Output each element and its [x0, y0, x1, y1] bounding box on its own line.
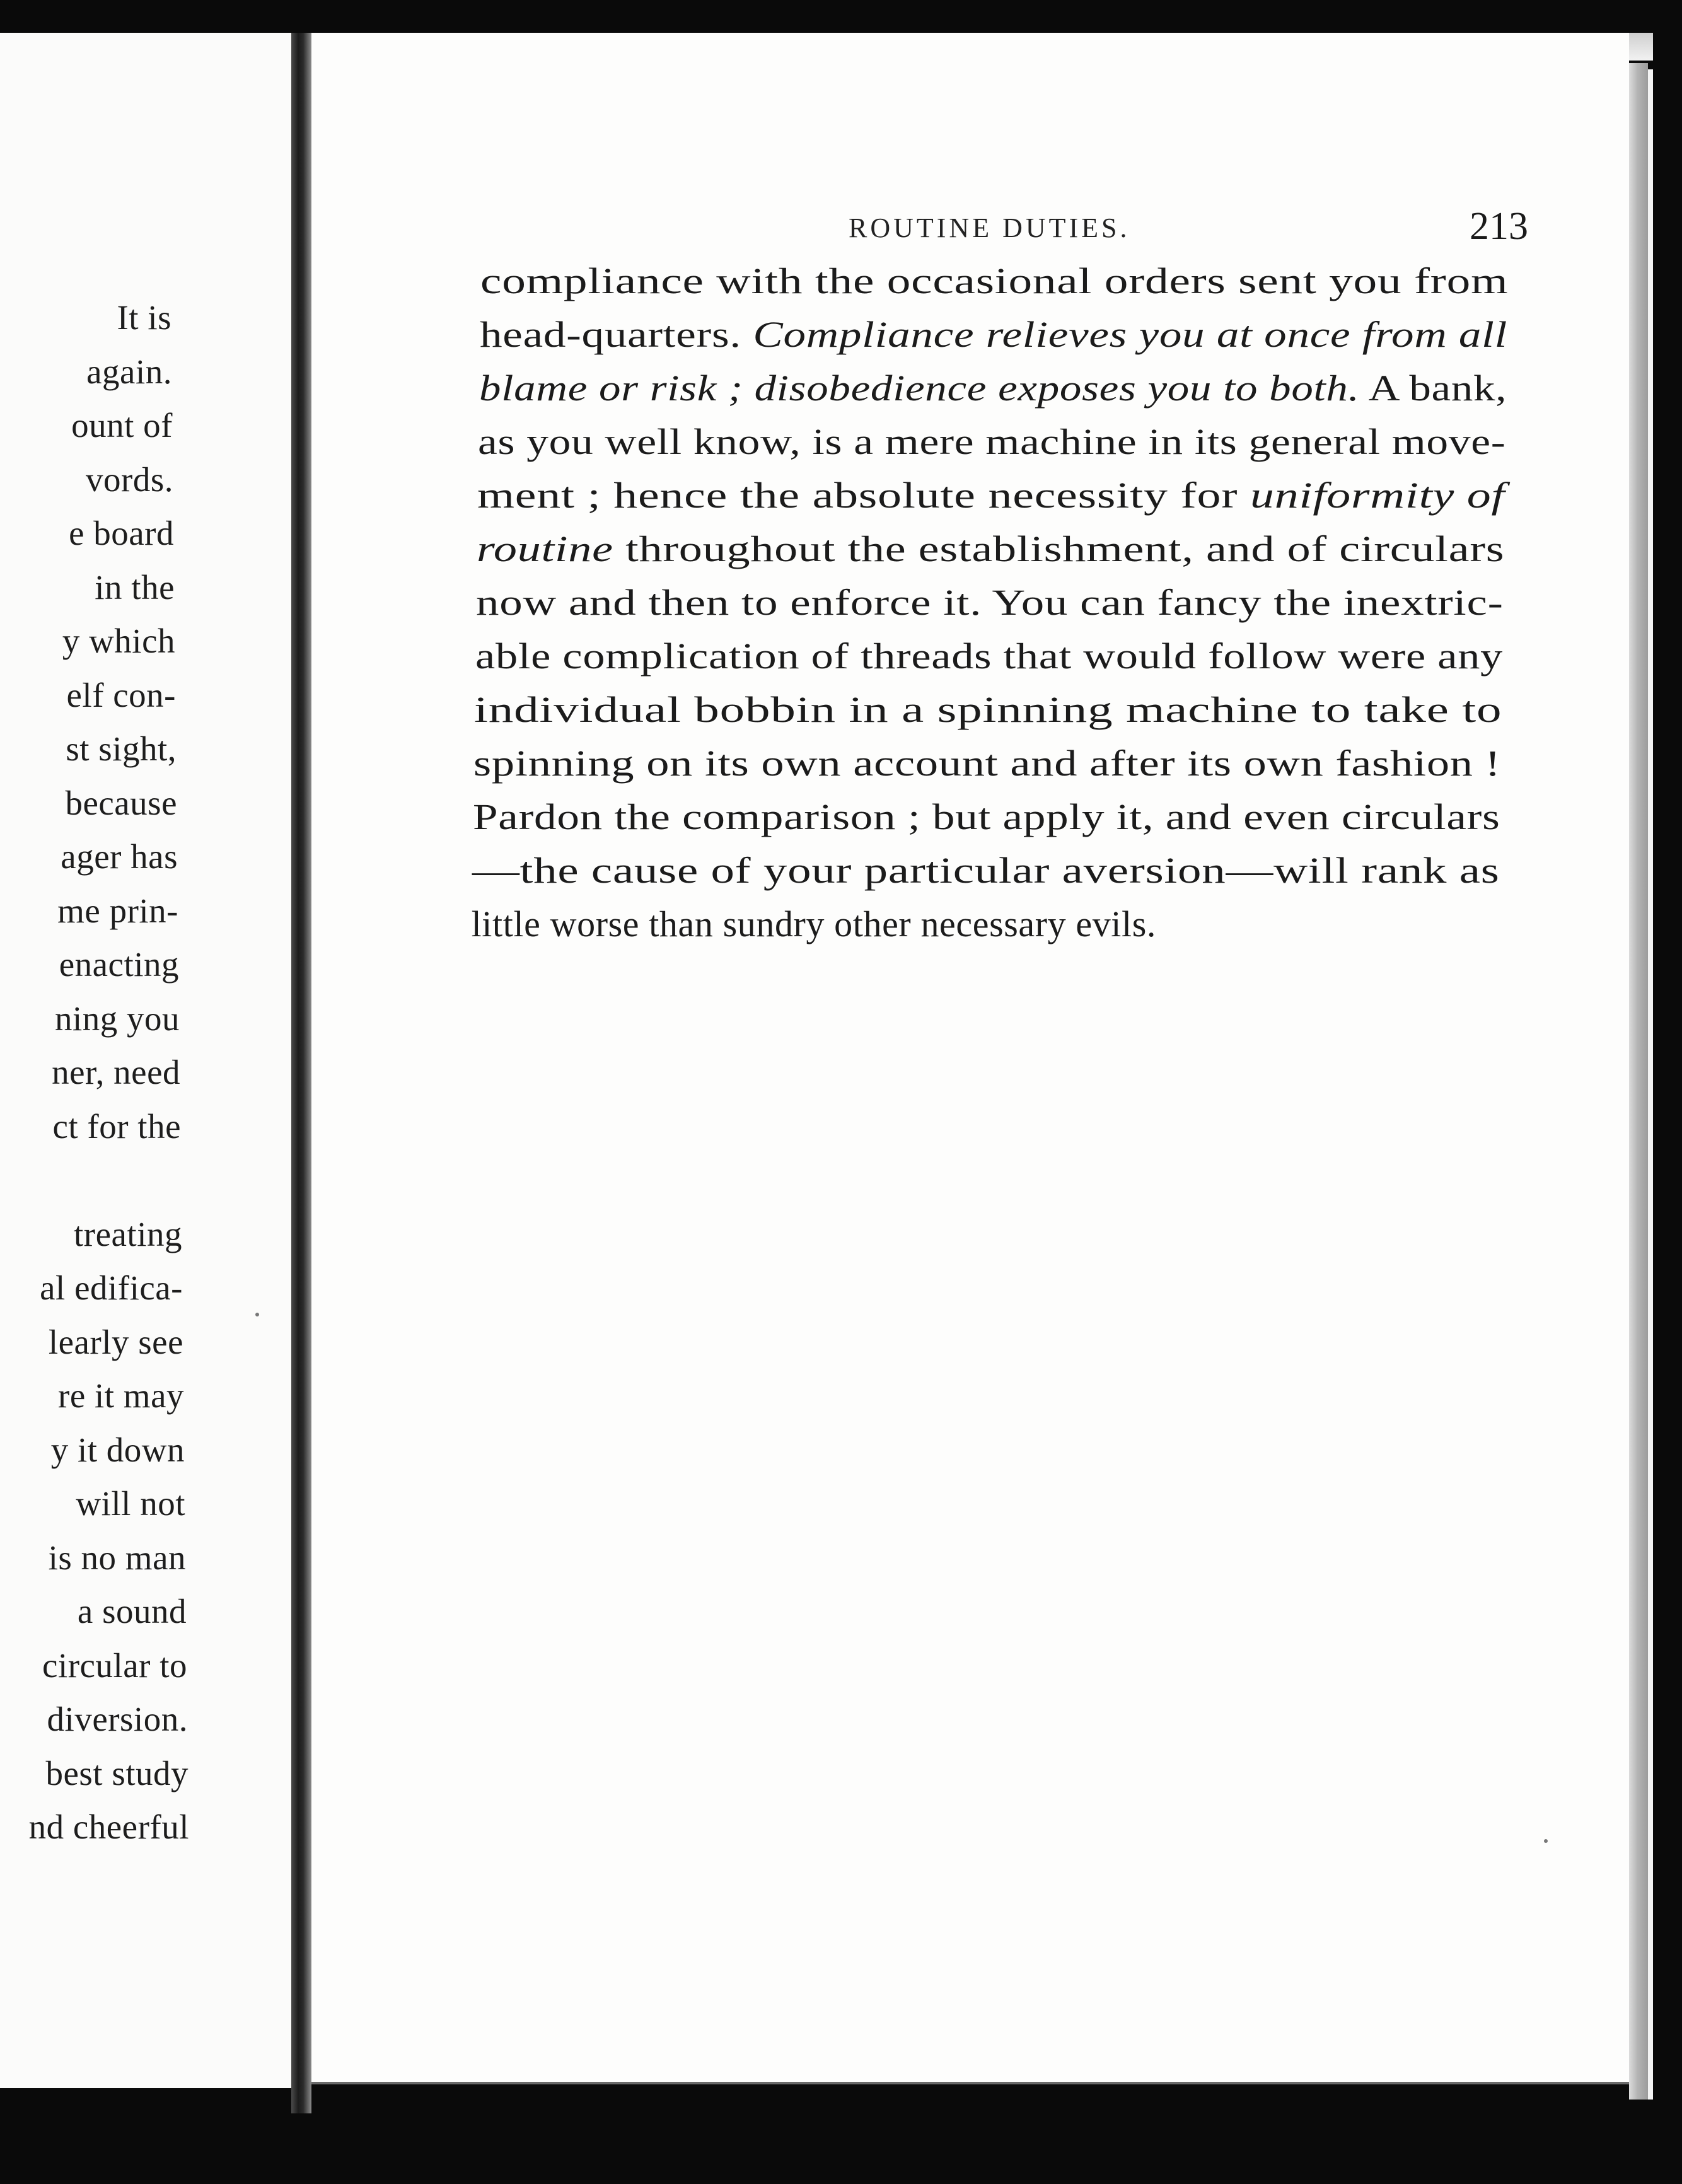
text-span: ment ; hence the absolute necessity for	[477, 475, 1251, 516]
book-gutter	[291, 33, 311, 2113]
left-text-line: ct for the	[52, 1107, 181, 1146]
text-span: able complication of threads that would follow were any	[475, 636, 1503, 677]
text-span: A bank,	[1359, 368, 1507, 409]
left-text-line: enacting	[59, 945, 179, 984]
text-span: as you well know, is a mere machine in its general move-	[478, 421, 1506, 462]
text-line	[480, 260, 1508, 302]
left-page	[0, 33, 291, 2088]
text-line	[477, 474, 1505, 516]
left-text-line: diversion.	[47, 1700, 188, 1738]
text-line	[474, 688, 1502, 731]
right-page	[311, 33, 1629, 2084]
text-span: little worse than sundry other necessary evils.	[471, 903, 1157, 944]
left-text-line: in the	[95, 567, 175, 607]
left-text-line: ning you	[54, 999, 180, 1038]
text-line	[473, 742, 1500, 784]
text-span: head-quarters.	[479, 314, 753, 355]
left-text-line: y it down	[50, 1430, 185, 1469]
left-text-line: treating	[74, 1214, 182, 1253]
text-span: spinning on its own account and after its own fashion !	[473, 743, 1501, 784]
page-stack-edge-inner	[1648, 69, 1653, 2100]
page-header	[311, 204, 1528, 255]
left-text-line: best study	[45, 1753, 188, 1792]
left-text-line: circular to	[42, 1646, 187, 1685]
left-text-line: al edifica-	[40, 1269, 183, 1307]
left-text-line: nd cheerful	[28, 1808, 189, 1846]
text-line	[477, 528, 1504, 570]
italic-span: Compliance relieves you at once from all	[753, 314, 1507, 355]
left-text-line: y which	[62, 622, 175, 660]
text-span: individual bobbin in a spinning machine to take to	[474, 689, 1502, 730]
text-span: —the cause of your particular aversion—will rank as	[472, 850, 1500, 891]
left-text-line: ner, need	[52, 1053, 180, 1091]
left-text-line: ager has	[61, 837, 178, 876]
text-line	[472, 903, 1156, 945]
text-line	[479, 367, 1507, 409]
left-text-line: because	[65, 783, 177, 822]
page-number: 213	[1470, 205, 1528, 248]
text-span: compliance with the occasional orders sent you from	[480, 260, 1509, 301]
speck	[1544, 1839, 1548, 1843]
text-span: now and then to enforce it. You can fancy the inextric-	[475, 582, 1504, 623]
text-line	[473, 796, 1500, 838]
left-text-line: ount of	[71, 406, 173, 444]
left-text-line: re it may	[58, 1376, 184, 1415]
italic-span: routine	[477, 528, 613, 569]
text-span: Pardon the comparison ; but apply it, and even circulars	[473, 796, 1500, 837]
text-span: throughout the establishment, and of circulars	[613, 528, 1505, 569]
left-text-line: e board	[69, 514, 174, 552]
left-text-line: st sight,	[66, 729, 177, 768]
left-text-line: It is	[117, 298, 171, 337]
running-head: ROUTINE DUTIES.	[849, 212, 1130, 243]
text-line	[480, 313, 1507, 356]
left-text-line: a sound	[77, 1592, 187, 1630]
left-text-line: will not	[76, 1484, 185, 1523]
body-text	[311, 260, 1610, 1079]
speck	[255, 1313, 259, 1316]
left-page-text	[0, 298, 189, 1886]
text-line	[475, 635, 1503, 677]
page-stack-edge	[1629, 63, 1648, 2100]
left-text-line: vords.	[86, 460, 173, 499]
left-text-line: me prin-	[57, 891, 178, 930]
left-text-line: is no man	[48, 1538, 186, 1577]
text-line	[478, 421, 1506, 463]
italic-span: uniformity of	[1250, 475, 1505, 516]
left-text-line: learly see	[48, 1322, 183, 1361]
italic-span: blame or risk ; disobedience exposes you to both.	[478, 368, 1360, 409]
text-line	[472, 849, 1500, 892]
left-text-line: again.	[86, 352, 172, 391]
text-line	[476, 581, 1504, 624]
left-text-line: elf con-	[66, 675, 176, 714]
